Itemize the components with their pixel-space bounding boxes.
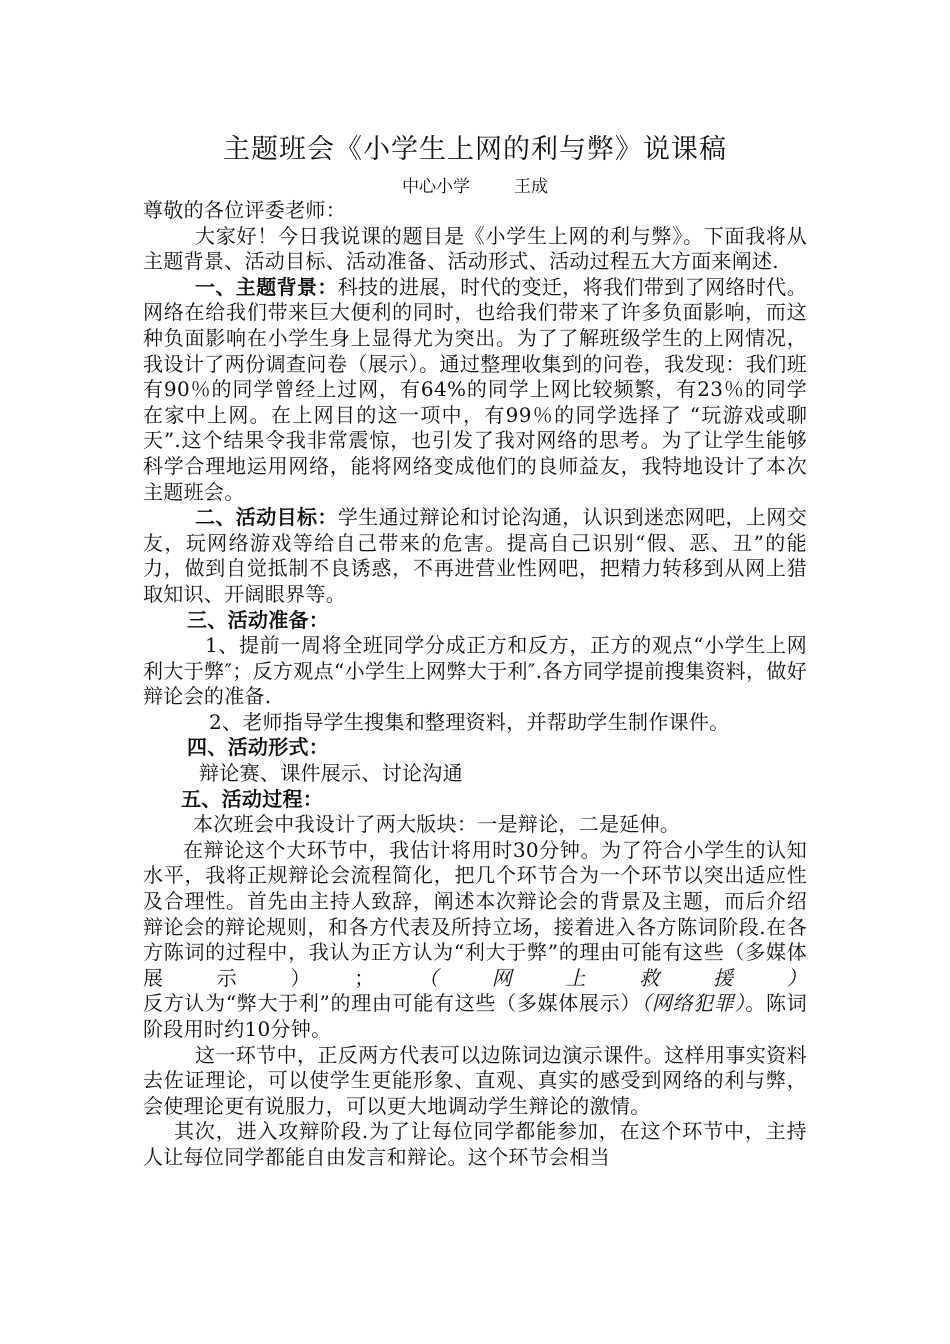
document-body: [143, 198, 807, 1171]
section-goals-text: 学生通过辩论和讨论沟通，认识到迷恋网吧，上网交友，玩网络游戏等给自己带来的危害。提高自己识别“假、恶、丑”的能力，做到自觉抵制不良诱惑，不再进营业性网吧，把精力转移到从网上猎取知识、开阔眼界等。: [143, 505, 807, 606]
preparation-item-2: 2、老师指导学生搜集和整理资料，并帮助学生制作课件。: [209, 709, 730, 734]
section-heading-process: [143, 787, 807, 813]
section-background-text: 科技的进展，时代的变迁，将我们带到了网络时代。网络在给我们带来巨大便利的同时，也给我们带来了许多负面影响，而这种负面影响在小学生身上显得尤为突出。为了了解班级学生的上网情况，我设计了两份调查问卷（展示）。通过整理收集到的问卷，我发现：我们班有90％的同学曾经上过网，有64%的同学上网比较频繁，有23％的同学在家中上网。在上网目的这一项中，有99％的同学选择了 “玩游戏或聊天”.这个结果令我非常震惊，也引发了我对网络的思考。为了让学生能够科学合理地运用网络，能将网络变成他们的良师益友，我特地设计了本次主题班会。: [143, 274, 807, 504]
process-paragraph-4: 其次，进入攻辩阶段.为了让每位同学都能参加，在这个环节中，主持人让每位同学都能自由发言和辩论。这个环节会相当: [143, 1119, 807, 1169]
process-note-rescue: （网上救援）: [374, 965, 807, 990]
section-goals: [143, 505, 807, 607]
section-background: [143, 275, 807, 505]
process-paragraph-2-part-c: 反方认为“弊大于利”的理由可能有这些（多媒体展示）: [143, 991, 642, 1016]
preparation-item-1: 1、提前一周将全班同学分成正方和反方，正方的观点“小学生上网利大于弊″；反方观点“小学生上网弊大于利″.各方同学提前搜集资料，做好辩论会的准备.: [143, 633, 807, 709]
process-paragraph-1: 本次班会中我设计了两大版块：一是辩论，二是延伸。: [193, 812, 681, 837]
school-name: 中心小学: [402, 177, 470, 197]
section-heading-preparation-text: 三、活动准备：: [187, 607, 330, 632]
section-heading-background: 一、主题背景：: [195, 274, 338, 299]
section-heading-preparation: [143, 608, 807, 634]
document-title: 主题班会《小学生上网的利与弊》说课稿: [223, 134, 727, 165]
format-text: 辩论赛、课件展示、讨论沟通: [199, 761, 463, 786]
process-paragraph-3: 这一环节中，正反两方代表可以边陈词边演示课件。这样用事实资料去佐证理论，可以使学生更能形象、直观、真实的感受到网络的利与弊，会使理论更有说服力，可以更大地调动学生辩论的激情。: [143, 1042, 807, 1118]
author-line: [0, 176, 950, 198]
section-heading-format-text: 四、活动形式：: [187, 735, 330, 760]
author-name: 王成: [514, 177, 548, 197]
process-paragraph-2-part-e: 。陈词阶段用时约10分钟。: [143, 991, 807, 1041]
intro-paragraph: 大家好！今日我说课的题目是《小学生上网的利与弊》。下面我将从主题背景、活动目标、活动准备、活动形式、活动过程五大方面来阐述.: [143, 223, 807, 274]
process-paragraph-2: [143, 838, 807, 1043]
process-paragraph-2-part-a: 在辩论这个大环节中，我估计将用时30分钟。为了符合小学生的认知水平，我将正规辩论会流程简化，把几个环节合为一个环节以突出适应性及合理性。首先由主持人致辞，阐述本次辩论会的背景及主题，而后介绍辩论会的辩论规则，和各方代表及所持立场，接着进入各方陈词阶段.在各方陈词的过程中，我认为正方认为“利大于弊”的理由可能有这些（多媒体展示）；: [143, 837, 807, 990]
salutation: 尊敬的各位评委老师：: [143, 198, 346, 222]
section-heading-process-text: 五、活动过程：: [181, 786, 324, 811]
process-note-crime: （网络犯罪）: [641, 991, 746, 1016]
section-heading-goals: 二、活动目标：: [195, 505, 338, 530]
section-heading-format: [143, 735, 807, 761]
